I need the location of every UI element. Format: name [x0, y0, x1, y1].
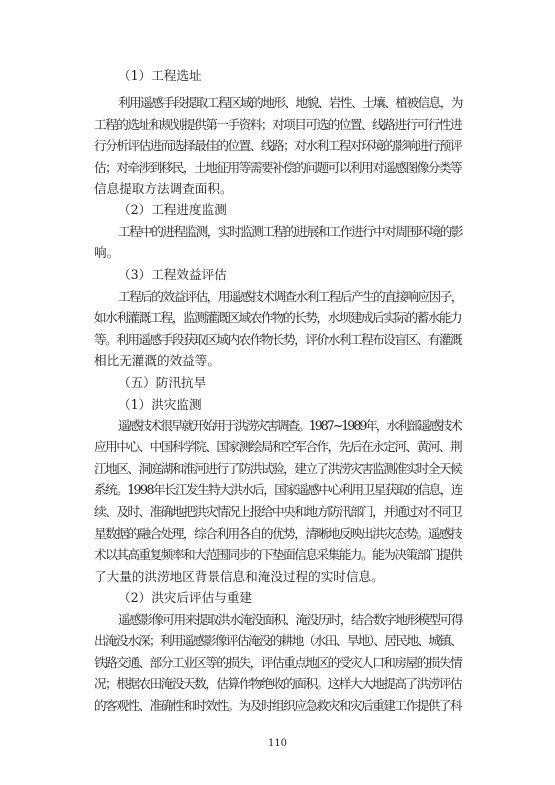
paragraph-line: 铁路交通、部分工业区等的损失，评估重点地区的受灾人口和房屋的损失情: [94, 655, 462, 670]
paragraph-line: 续、及时、准确地把洪灾情况上报给中央和地方防汛部门，并通过对不同卫: [94, 504, 462, 519]
paragraph-line: 工程后的效益评估，用遥感技术调查水利工程后产生的直接响应因子，: [118, 289, 462, 304]
paragraph-line: 遥感影像可用来提取洪水淹没面积、淹没历时，结合数字地形模型可得: [118, 612, 462, 627]
section-heading: （3）工程效益评估: [118, 267, 227, 282]
paragraph-line: 利用遥感手段提取工程区域的地形、地貌、岩性、土壤、植被信息，为: [118, 95, 462, 110]
paragraph-line: 况；根据农田淹没天数，估算作物绝收的面积。这样大大地提高了洪涝评估: [94, 676, 462, 691]
paragraph-line: 如水利灌溉工程，监测灌溉区域农作物的长势，水坝建成后实际的蓄水能力: [94, 310, 462, 325]
paragraph-line: 术以其高重复频率和大范围同步的下垫面信息采集能力。能为决策部门提供: [94, 547, 462, 562]
paragraph-line: 了大量的洪涝地区背景信息和淹没过程的实时信息。: [94, 569, 384, 584]
paragraph-line: 星数据的融合处理，综合利用各自的优势，清晰地反映出洪灾态势。遥感技: [94, 526, 462, 541]
section-heading: （1）工程选址: [118, 68, 202, 83]
paragraph-line: 相比无灌溉的效益等。: [94, 353, 220, 368]
paragraph-line: 遥感技术很早就开始用于洪涝灾害调查。1987~1989年，水利部遥感技术: [118, 418, 461, 433]
paragraph-line: 估；对牵涉到移民，土地征用等需要补偿的问题可以利用对遥感图像分类等: [94, 160, 462, 175]
paragraph-line: 系统。1998年长江发生特大洪水后，国家遥感中心利用卫星获取的信息，连: [94, 482, 462, 497]
paragraph-line: 的客观性、准确性和时效性。为及时组织应急救灾和灾后重建工作提供了科: [94, 698, 462, 713]
paragraph-line: 出淹没水深；利用遥感影像评估淹没的耕地（水田、旱地）、居民地、城镇、: [94, 633, 462, 648]
section-heading: （2）洪灾后评估与重建: [118, 590, 252, 605]
paragraph-line: 应用中心、中国科学院、国家测绘局和空军合作，先后在永定河、黄河、荆: [94, 439, 462, 454]
paragraph-line: 等。利用遥感手段获取区域内农作物长势，评价水利工程布设盲区、有灌溉: [94, 332, 462, 347]
paragraph-line: 响。: [94, 245, 120, 260]
section-heading: （1）洪灾监测: [118, 397, 202, 412]
paragraph-line: 江地区、洞庭湖和淮河进行了防洪试验，建立了洪涝灾害监测准实时全天候: [94, 461, 462, 476]
paragraph-line: 工程的选址和规划提供第一手资料；对项目可选的位置、线路进行可行性进: [94, 117, 462, 132]
section-heading: （2）工程进度监测: [118, 202, 227, 217]
paragraph-line: 行分析评估进而选择最佳的位置、线路；对水利工程对环境的影响进行预评: [94, 138, 462, 153]
paragraph-line: 工程中的进程监测，实时监测工程的进展和工作进行中对周围环境的影: [118, 224, 462, 239]
paragraph-line: 信息提取方法调查面积。: [94, 181, 233, 196]
section-heading: （五）防汛抗旱: [118, 375, 207, 390]
page-number: 110: [267, 738, 288, 749]
